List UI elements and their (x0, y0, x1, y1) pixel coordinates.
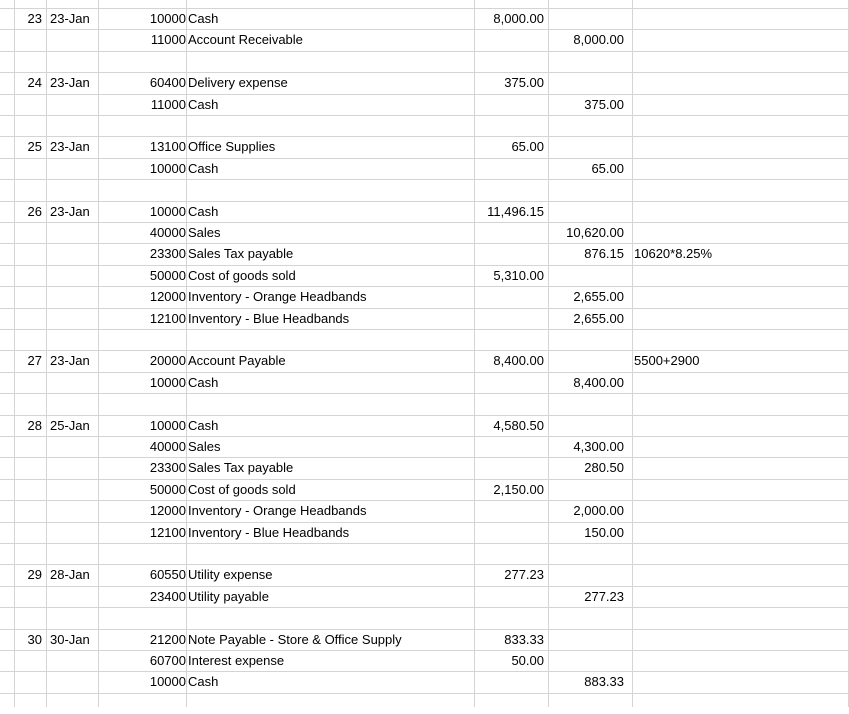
credit-cell[interactable] (552, 393, 624, 414)
account-name-cell[interactable]: Office Supplies (188, 139, 276, 154)
debit-cell[interactable] (476, 671, 544, 692)
credit-cell[interactable]: 375.00 (584, 97, 624, 112)
table-row (0, 500, 849, 521)
debit-cell[interactable]: 11,496.15 (487, 204, 544, 219)
credit-cell[interactable]: 2,655.00 (573, 289, 624, 304)
table-row (0, 522, 849, 543)
account-name-cell[interactable]: Cash (188, 674, 219, 689)
date-cell[interactable] (50, 500, 96, 521)
account-name-cell[interactable]: Inventory - Blue Headbands (188, 525, 350, 540)
note-cell[interactable] (634, 650, 844, 671)
credit-cell[interactable] (552, 201, 624, 222)
entry-number-cell[interactable] (14, 115, 42, 136)
entry-number-cell[interactable] (14, 329, 42, 350)
table-row (0, 629, 849, 650)
account-number-cell[interactable]: 60400 (149, 75, 186, 90)
table-row (0, 350, 849, 371)
credit-cell[interactable] (552, 650, 624, 671)
account-name-cell[interactable] (188, 607, 473, 628)
date-cell[interactable] (50, 543, 96, 564)
note-cell[interactable] (634, 8, 844, 29)
date-cell[interactable]: 28-Jan (50, 567, 90, 582)
account-name-cell[interactable]: Sales Tax payable (188, 460, 294, 475)
debit-cell[interactable]: 8,000.00 (493, 11, 544, 26)
entry-number-cell[interactable] (14, 243, 42, 264)
table-row (0, 393, 849, 414)
entry-number-cell[interactable] (14, 436, 42, 457)
date-cell[interactable] (50, 243, 96, 264)
account-number-cell[interactable] (140, 607, 186, 628)
debit-cell[interactable] (476, 222, 544, 243)
account-name-cell[interactable]: Inventory - Orange Headbands (188, 289, 367, 304)
note-cell[interactable] (634, 415, 844, 436)
entry-number-cell[interactable] (14, 543, 42, 564)
account-name-cell[interactable]: Utility payable (188, 589, 269, 604)
date-cell[interactable] (50, 522, 96, 543)
credit-cell[interactable]: 883.33 (584, 674, 624, 689)
account-name-cell[interactable]: Cash (188, 97, 219, 112)
debit-cell[interactable] (476, 543, 544, 564)
account-number-cell[interactable]: 50000 (149, 268, 186, 283)
table-row (0, 136, 849, 157)
date-cell[interactable] (50, 586, 96, 607)
table-row (0, 51, 849, 72)
account-number-cell[interactable]: 10000 (149, 418, 186, 433)
account-name-cell[interactable]: Inventory - Orange Headbands (188, 503, 367, 518)
account-name-cell[interactable]: Sales (188, 439, 221, 454)
account-number-cell[interactable]: 23400 (149, 589, 186, 604)
table-row (0, 479, 849, 500)
note-cell[interactable] (634, 94, 844, 115)
debit-cell[interactable]: 2,150.00 (493, 482, 544, 497)
account-name-cell[interactable]: Cash (188, 375, 219, 390)
row-gridline (0, 693, 849, 694)
account-number-cell[interactable]: 40000 (149, 439, 186, 454)
table-row (0, 607, 849, 628)
note-cell[interactable] (634, 564, 844, 585)
account-number-cell[interactable]: 50000 (149, 482, 186, 497)
note-cell[interactable] (634, 308, 844, 329)
debit-cell[interactable] (476, 308, 544, 329)
entry-number-cell[interactable] (14, 179, 42, 200)
note-cell[interactable] (634, 136, 844, 157)
credit-cell[interactable]: 8,400.00 (573, 375, 624, 390)
entry-number-cell[interactable]: 29 (27, 567, 42, 582)
entry-number-cell[interactable] (14, 457, 42, 478)
note-cell[interactable] (634, 72, 844, 93)
entry-number-cell[interactable]: 23 (27, 11, 42, 26)
entry-number-cell[interactable] (14, 94, 42, 115)
credit-cell[interactable] (552, 543, 624, 564)
entry-number-cell[interactable] (14, 308, 42, 329)
account-number-cell[interactable]: 40000 (149, 225, 186, 240)
account-number-cell[interactable]: 12000 (149, 503, 186, 518)
debit-cell[interactable] (476, 457, 544, 478)
credit-cell[interactable]: 277.23 (584, 589, 624, 604)
table-row (0, 564, 849, 585)
entry-number-cell[interactable] (14, 607, 42, 628)
date-cell[interactable] (50, 671, 96, 692)
note-cell[interactable] (634, 329, 844, 350)
note-cell[interactable]: 10620*8.25% (634, 246, 713, 261)
date-cell[interactable] (50, 372, 96, 393)
account-number-cell[interactable] (140, 51, 186, 72)
note-cell[interactable] (634, 115, 844, 136)
account-number-cell[interactable]: 20000 (149, 353, 186, 368)
account-name-cell[interactable]: Sales Tax payable (188, 246, 294, 261)
table-row (0, 329, 849, 350)
credit-cell[interactable] (552, 629, 624, 650)
entry-number-cell[interactable] (14, 29, 42, 50)
account-number-cell[interactable]: 12100 (149, 525, 186, 540)
note-cell[interactable] (634, 522, 844, 543)
table-row (0, 308, 849, 329)
date-cell[interactable] (50, 179, 96, 200)
account-number-cell[interactable]: 10000 (149, 674, 186, 689)
entry-number-cell[interactable] (14, 671, 42, 692)
credit-cell[interactable]: 65.00 (591, 161, 624, 176)
debit-cell[interactable] (476, 179, 544, 200)
table-row (0, 650, 849, 671)
account-name-cell[interactable]: Cost of goods sold (188, 268, 296, 283)
note-cell[interactable] (634, 607, 844, 628)
table-row (0, 586, 849, 607)
account-number-cell[interactable] (140, 329, 186, 350)
note-cell[interactable] (634, 393, 844, 414)
account-name-cell[interactable]: Account Payable (188, 353, 286, 368)
credit-cell[interactable] (552, 51, 624, 72)
account-name-cell[interactable]: Cash (188, 161, 219, 176)
account-name-cell[interactable]: Inventory - Blue Headbands (188, 311, 350, 326)
credit-cell[interactable] (552, 607, 624, 628)
date-cell[interactable]: 23-Jan (50, 139, 90, 154)
debit-cell[interactable]: 833.33 (504, 632, 544, 647)
date-cell[interactable] (50, 457, 96, 478)
table-row (0, 8, 849, 29)
date-cell[interactable] (50, 115, 96, 136)
table-row (0, 286, 849, 307)
debit-cell[interactable] (476, 500, 544, 521)
debit-cell[interactable]: 5,310.00 (493, 268, 544, 283)
account-number-cell[interactable] (140, 115, 186, 136)
entry-number-cell[interactable] (14, 393, 42, 414)
date-cell[interactable] (50, 650, 96, 671)
credit-cell[interactable]: 280.50 (584, 460, 624, 475)
credit-cell[interactable] (552, 136, 624, 157)
table-row (0, 243, 849, 264)
note-cell[interactable]: 5500+2900 (634, 353, 700, 368)
table-row (0, 179, 849, 200)
account-number-cell[interactable]: 11000 (150, 97, 186, 112)
account-number-cell[interactable] (140, 543, 186, 564)
account-name-cell[interactable]: Account Receivable (188, 32, 303, 47)
account-name-cell[interactable]: Cash (188, 11, 219, 26)
date-cell[interactable] (50, 222, 96, 243)
credit-cell[interactable] (552, 115, 624, 136)
account-number-cell[interactable]: 13100 (149, 139, 186, 154)
credit-cell[interactable] (552, 350, 624, 371)
table-row (0, 29, 849, 50)
account-name-cell[interactable]: Note Payable - Store & Office Supply (188, 632, 402, 647)
account-number-cell[interactable] (140, 179, 186, 200)
note-cell[interactable] (634, 543, 844, 564)
account-name-cell[interactable] (188, 51, 473, 72)
account-name-cell[interactable]: Cost of goods sold (188, 482, 296, 497)
debit-cell[interactable] (476, 436, 544, 457)
table-row (0, 115, 849, 136)
table-row (0, 201, 849, 222)
table-row (0, 436, 849, 457)
date-cell[interactable]: 30-Jan (50, 632, 90, 647)
entry-number-cell[interactable]: 24 (27, 75, 42, 90)
date-cell[interactable] (50, 51, 96, 72)
table-row (0, 457, 849, 478)
date-cell[interactable] (50, 265, 96, 286)
note-cell[interactable] (634, 500, 844, 521)
account-number-cell[interactable]: 60550 (149, 567, 186, 582)
credit-cell[interactable] (552, 479, 624, 500)
note-cell[interactable] (634, 586, 844, 607)
credit-cell[interactable]: 150.00 (584, 525, 624, 540)
table-row (0, 265, 849, 286)
debit-cell[interactable] (476, 607, 544, 628)
debit-cell[interactable] (476, 372, 544, 393)
debit-cell[interactable] (476, 51, 544, 72)
note-cell[interactable] (634, 286, 844, 307)
account-number-cell[interactable]: 10000 (149, 161, 186, 176)
entry-number-cell[interactable]: 30 (27, 632, 42, 647)
account-name-cell[interactable]: Sales (188, 225, 221, 240)
entry-number-cell[interactable] (14, 51, 42, 72)
account-number-cell[interactable]: 23300 (149, 246, 186, 261)
date-cell[interactable] (50, 29, 96, 50)
account-name-cell[interactable] (188, 179, 473, 200)
note-cell[interactable] (634, 372, 844, 393)
credit-cell[interactable]: 4,300.00 (573, 439, 624, 454)
note-cell[interactable] (634, 29, 844, 50)
credit-cell[interactable] (552, 72, 624, 93)
debit-cell[interactable] (476, 94, 544, 115)
date-cell[interactable]: 23-Jan (50, 353, 90, 368)
credit-cell[interactable]: 2,655.00 (573, 311, 624, 326)
note-cell[interactable] (634, 436, 844, 457)
account-name-cell[interactable] (188, 329, 473, 350)
note-cell[interactable] (634, 158, 844, 179)
credit-cell[interactable]: 10,620.00 (566, 225, 624, 240)
date-cell[interactable] (50, 308, 96, 329)
date-cell[interactable] (50, 607, 96, 628)
note-cell[interactable] (634, 51, 844, 72)
entry-number-cell[interactable]: 28 (27, 418, 42, 433)
account-number-cell[interactable]: 10000 (149, 375, 186, 390)
debit-cell[interactable] (476, 243, 544, 264)
note-cell[interactable] (634, 201, 844, 222)
date-cell[interactable]: 23-Jan (50, 75, 90, 90)
account-number-cell[interactable]: 10000 (149, 11, 186, 26)
table-row (0, 372, 849, 393)
note-cell[interactable] (634, 671, 844, 692)
date-cell[interactable] (50, 286, 96, 307)
date-cell[interactable] (50, 329, 96, 350)
debit-cell[interactable]: 277.23 (504, 567, 544, 582)
credit-cell[interactable] (552, 329, 624, 350)
entry-number-cell[interactable] (14, 286, 42, 307)
table-row (0, 415, 849, 436)
table-row (0, 72, 849, 93)
account-number-cell[interactable] (140, 393, 186, 414)
date-cell[interactable] (50, 158, 96, 179)
debit-cell[interactable] (476, 115, 544, 136)
entry-number-cell[interactable]: 27 (27, 353, 42, 368)
account-name-cell[interactable] (188, 543, 473, 564)
date-cell[interactable]: 23-Jan (50, 204, 90, 219)
date-cell[interactable] (50, 393, 96, 414)
account-name-cell[interactable]: Interest expense (188, 653, 285, 668)
entry-number-cell[interactable] (14, 372, 42, 393)
credit-cell[interactable] (552, 265, 624, 286)
entry-number-cell[interactable] (14, 650, 42, 671)
credit-cell[interactable]: 8,000.00 (573, 32, 624, 47)
account-number-cell[interactable]: 12100 (149, 311, 186, 326)
entry-number-cell[interactable] (14, 158, 42, 179)
entry-number-cell[interactable]: 26 (27, 204, 42, 219)
account-name-cell[interactable] (188, 115, 473, 136)
account-number-cell[interactable]: 60700 (149, 653, 186, 668)
credit-cell[interactable]: 2,000.00 (573, 503, 624, 518)
debit-cell[interactable]: 50.00 (511, 653, 544, 668)
date-cell[interactable]: 23-Jan (50, 11, 90, 26)
note-cell[interactable] (634, 457, 844, 478)
credit-cell[interactable] (552, 179, 624, 200)
entry-number-cell[interactable] (14, 265, 42, 286)
account-name-cell[interactable]: Delivery expense (188, 75, 288, 90)
table-row (0, 158, 849, 179)
credit-cell[interactable] (552, 8, 624, 29)
account-name-cell[interactable]: Cash (188, 204, 219, 219)
credit-cell[interactable] (552, 564, 624, 585)
credit-cell[interactable]: 876.15 (584, 246, 624, 261)
entry-number-cell[interactable] (14, 586, 42, 607)
debit-cell[interactable] (476, 158, 544, 179)
entry-number-cell[interactable] (14, 479, 42, 500)
account-number-cell[interactable]: 10000 (149, 204, 186, 219)
table-row (0, 543, 849, 564)
debit-cell[interactable] (476, 586, 544, 607)
entry-number-cell[interactable] (14, 222, 42, 243)
table-row (0, 94, 849, 115)
entry-number-cell[interactable] (14, 522, 42, 543)
table-row (0, 222, 849, 243)
entry-number-cell[interactable] (14, 500, 42, 521)
date-cell[interactable] (50, 94, 96, 115)
note-cell[interactable] (634, 179, 844, 200)
debit-cell[interactable] (476, 29, 544, 50)
account-number-cell[interactable]: 21200 (149, 632, 186, 647)
debit-cell[interactable]: 8,400.00 (493, 353, 544, 368)
note-cell[interactable] (634, 479, 844, 500)
debit-cell[interactable] (476, 329, 544, 350)
account-number-cell[interactable]: 11000 (150, 32, 186, 47)
debit-cell[interactable]: 375.00 (504, 75, 544, 90)
debit-cell[interactable]: 65.00 (511, 139, 544, 154)
debit-cell[interactable] (476, 522, 544, 543)
debit-cell[interactable] (476, 286, 544, 307)
entry-number-cell[interactable]: 25 (27, 139, 42, 154)
date-cell[interactable] (50, 479, 96, 500)
account-name-cell[interactable] (188, 393, 473, 414)
credit-cell[interactable] (552, 415, 624, 436)
account-number-cell[interactable]: 12000 (149, 289, 186, 304)
debit-cell[interactable]: 4,580.50 (493, 418, 544, 433)
note-cell[interactable] (634, 629, 844, 650)
date-cell[interactable] (50, 436, 96, 457)
account-name-cell[interactable]: Utility expense (188, 567, 273, 582)
account-number-cell[interactable]: 23300 (149, 460, 186, 475)
table-row (0, 671, 849, 692)
account-name-cell[interactable]: Cash (188, 418, 219, 433)
note-cell[interactable] (634, 222, 844, 243)
date-cell[interactable]: 25-Jan (50, 418, 90, 433)
note-cell[interactable] (634, 265, 844, 286)
debit-cell[interactable] (476, 393, 544, 414)
